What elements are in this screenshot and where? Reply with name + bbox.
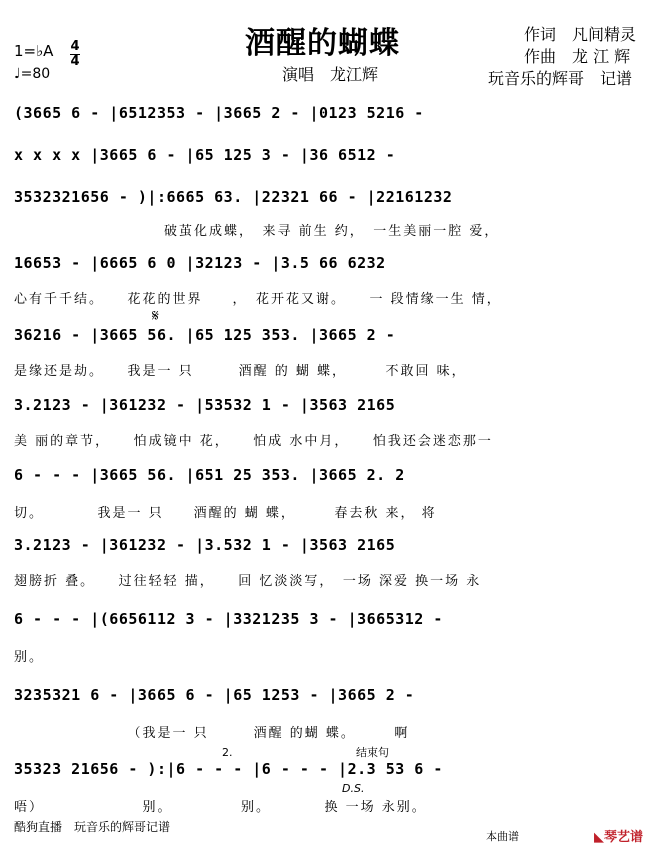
notation-row-4: 16653 - |6665 6 0 |32123 - |3.5 66 6232: [14, 254, 386, 272]
notation-row-11: 35323 21656 - ):|6 - - - |6 - - - |2.3 53 6 -: [14, 760, 443, 778]
end-phrase-mark: 结束句: [356, 746, 389, 759]
lyric-row-7: 切。 我是一 只 酒醒的 蝴 蝶， 春去秋 来， 将: [14, 506, 437, 521]
lyric-row-9: 别。: [14, 650, 45, 665]
footer-credit: 酷狗直播 玩音乐的辉哥记谱: [14, 820, 171, 834]
notation-row-5: 36216 - |3665 56. |65 125 353. |3665 2 -: [14, 326, 396, 344]
logo-icon: ◣: [594, 830, 604, 845]
ds-mark: D.S.: [342, 782, 365, 795]
notation-row-8: 3.2123 - |361232 - |3.532 1 - |3563 2165: [14, 536, 396, 554]
notation-row-6: 3.2123 - |361232 - |53532 1 - |3563 2165: [14, 396, 396, 414]
notation-row-2: x x x x |3665 6 - |65 125 3 - |36 6512 -: [14, 146, 396, 164]
notation-row-9: 6 - - - |(6656112 3 - |3321235 3 - |3665312 -: [14, 610, 443, 628]
site-logo: [594, 826, 643, 845]
time-top: 4: [70, 39, 80, 54]
lyric-row-8: 翅膀折 叠。 过往轻轻 描， 回 忆淡淡写， 一场 深爱 换一场 永: [14, 574, 482, 589]
notation-row-7: 6 - - - |3665 56. |651 25 353. |3665 2. 2: [14, 466, 405, 484]
lyric-row-5: 是缘还是劫。 我是一 只 酒醒 的 蝴 蝶， 不敢回 味，: [14, 364, 467, 379]
transcriber-credit: 玩音乐的辉哥 记谱: [488, 69, 633, 88]
lyricist-credit: 作词 凡间精灵: [524, 25, 637, 44]
tempo-mark: ♩=80: [14, 66, 51, 82]
lyric-row-3: 破茧化成蝶， 来寻 前生 约， 一生美丽一腔 爱，: [14, 224, 500, 239]
notation-row-1: (3665 6 - |6512353 - |3665 2 - |0123 5216 -: [14, 104, 424, 122]
notation-row-10: 3235321 6 - |3665 6 - |65 1253 - |3665 2 -: [14, 686, 415, 704]
lyric-row-11: 唔） 别。 别。 换 一场 永别。: [14, 800, 427, 815]
time-signature: [70, 40, 80, 69]
time-bottom: 4: [70, 54, 80, 69]
page-title: 酒醒的蝴蝶: [245, 26, 400, 61]
lyric-row-6: 美 丽的章节， 怕成镜中 花， 怕成 水中月， 怕我还会迷恋那一: [14, 434, 493, 449]
lyric-row-4: 心有千千结。 花花的世界 ， 花开花又谢。 一 段情缘一生 情，: [14, 292, 502, 307]
logo-text: 琴艺谱: [604, 830, 644, 845]
footer-note: 本曲谱: [486, 830, 519, 843]
lyric-row-10: （我是一 只 酒醒 的蝴 蝶。 啊: [14, 726, 410, 741]
volta-2-mark: 2.: [222, 746, 233, 759]
key-signature: 1=♭A: [14, 42, 54, 60]
composer-credit: 作曲 龙 江 辉: [524, 47, 631, 66]
segno-mark: 𝄋: [152, 306, 159, 325]
notation-row-3: 3532321656 - )|:6665 63. |22321 66 - |22161232: [14, 188, 453, 206]
singer-credit: 演唱 龙江辉: [282, 65, 379, 84]
